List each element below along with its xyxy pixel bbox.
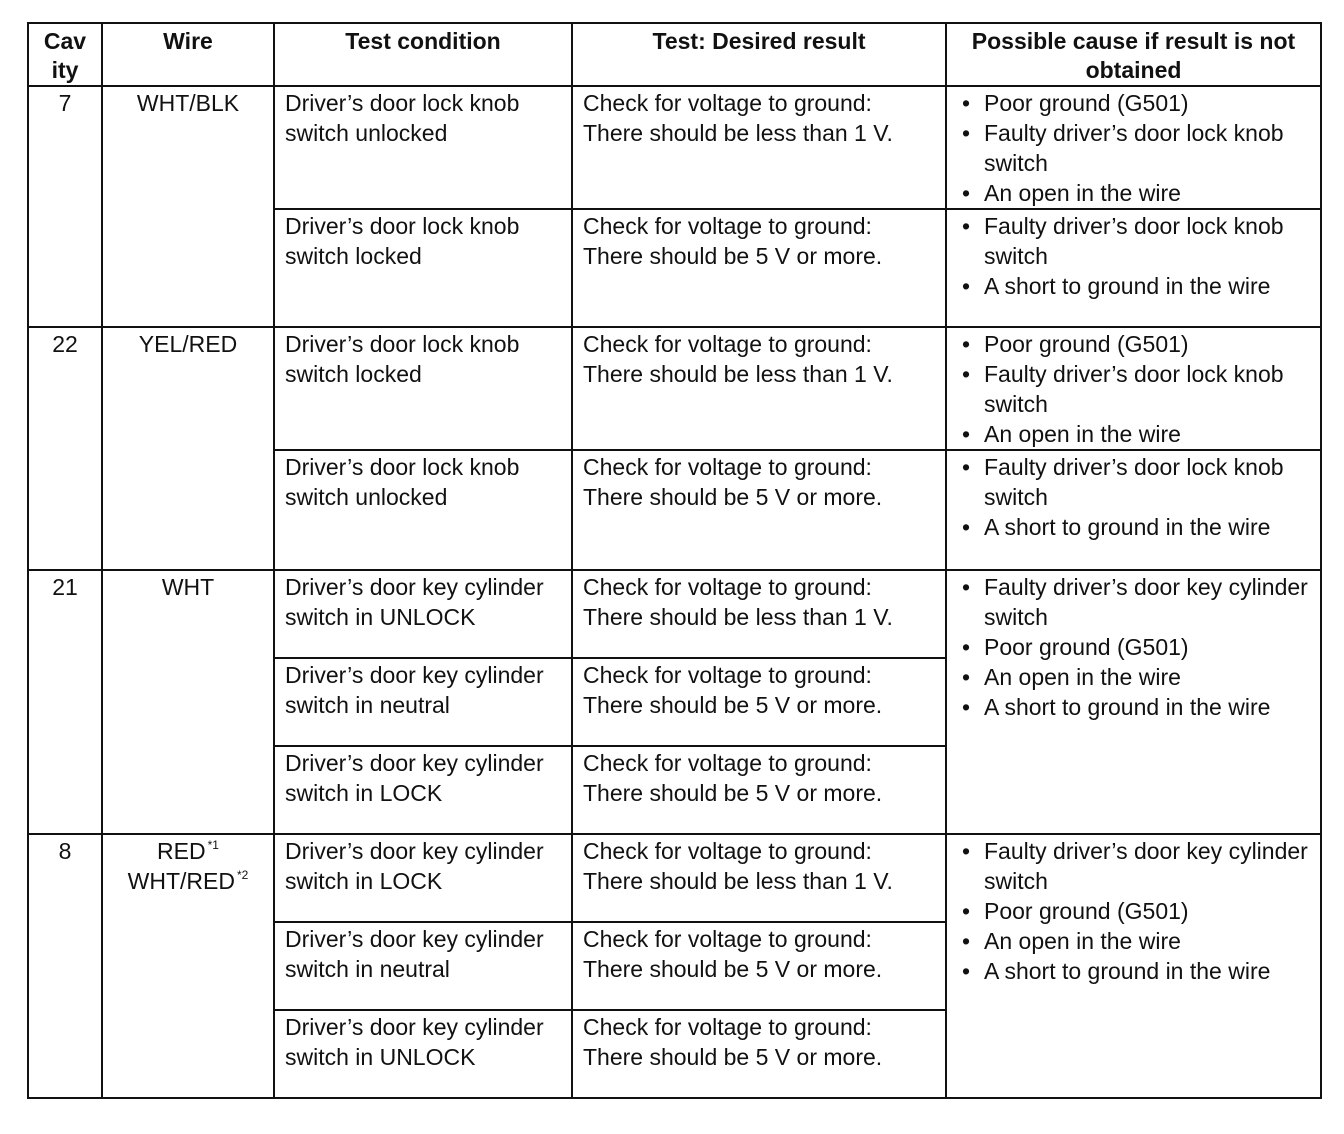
test-condition: Driver’s door key cylinder switch in neutral xyxy=(274,922,572,1010)
desired-result: Check for voltage to ground: There should be 5 V or more. xyxy=(572,209,946,327)
cause-item: • An open in the wire xyxy=(984,926,1310,956)
test-condition: Driver’s door key cylinder switch in UNLOCK xyxy=(274,1010,572,1098)
footnote-mark: *2 xyxy=(236,868,249,882)
test-condition: Driver’s door key cylinder switch in neutral xyxy=(274,658,572,746)
cause-item: • Faulty driver’s door lock knob switch xyxy=(984,359,1310,419)
header-row xyxy=(28,23,1321,86)
test-condition: Driver’s door lock knob switch unlocked xyxy=(274,86,572,209)
cause-item: • An open in the wire xyxy=(984,178,1310,208)
header-possible-cause: Possible cause if result is not obtained xyxy=(946,23,1321,86)
cause-list xyxy=(957,88,1310,208)
cause-item: • Poor ground (G501) xyxy=(984,329,1310,359)
wire-color-primary: RED $^{*1}$ xyxy=(157,838,219,864)
test-condition: Driver’s door lock knob switch unlocked xyxy=(274,450,572,570)
cause-list xyxy=(957,211,1310,301)
cavity-number: 7 xyxy=(28,86,102,327)
header-cavity: Cav ity xyxy=(28,23,102,86)
footnote-mark: *1 xyxy=(207,838,219,852)
header-wire: Wire xyxy=(102,23,274,86)
troubleshooting-table xyxy=(27,22,1322,1099)
desired-result: Check for voltage to ground: There should be 5 V or more. xyxy=(572,658,946,746)
cause-item: • Faulty driver’s door lock knob switch xyxy=(984,211,1310,271)
test-condition: Driver’s door key cylinder switch in UNLOCK xyxy=(274,570,572,658)
cause-list xyxy=(957,836,1310,986)
test-condition: Driver’s door lock knob switch locked xyxy=(274,209,572,327)
desired-result: Check for voltage to ground: There should be less than 1 V. xyxy=(572,834,946,922)
header-test-condition: Test condition xyxy=(274,23,572,86)
desired-result: Check for voltage to ground: There should be 5 V or more. xyxy=(572,450,946,570)
cause-item: • Faulty driver’s door lock knob switch xyxy=(984,118,1310,178)
desired-result: Check for voltage to ground: There should be less than 1 V. xyxy=(572,327,946,450)
cause-item: • A short to ground in the wire xyxy=(984,956,1310,986)
wire-color: WHT/BLK xyxy=(102,86,274,327)
test-condition: Driver’s door lock knob switch locked xyxy=(274,327,572,450)
header-desired-result: Test: Desired result xyxy=(572,23,946,86)
wire-color xyxy=(102,834,274,1098)
cause-item: • Poor ground (G501) xyxy=(984,632,1310,662)
possible-causes xyxy=(946,570,1321,834)
wire-color-alternate: WHT/RED $^{*2}$ xyxy=(127,868,249,894)
desired-result: Check for voltage to ground: There should be 5 V or more. xyxy=(572,922,946,1010)
table-row xyxy=(28,834,1321,922)
cause-item: • A short to ground in the wire xyxy=(984,512,1310,542)
possible-causes xyxy=(946,86,1321,209)
possible-causes xyxy=(946,209,1321,327)
cause-item: • A short to ground in the wire xyxy=(984,692,1310,722)
desired-result: Check for voltage to ground: There should be 5 V or more. xyxy=(572,1010,946,1098)
table-row xyxy=(28,327,1321,450)
cause-item: • A short to ground in the wire xyxy=(984,271,1310,301)
test-condition: Driver’s door key cylinder switch in LOCK xyxy=(274,834,572,922)
cause-list xyxy=(957,452,1310,542)
cause-item: • Poor ground (G501) xyxy=(984,896,1310,926)
possible-causes xyxy=(946,834,1321,1098)
cause-item: • Faulty driver’s door key cylinder switch xyxy=(984,836,1310,896)
possible-causes xyxy=(946,327,1321,450)
cause-list xyxy=(957,572,1310,722)
cavity-number: 22 xyxy=(28,327,102,570)
cavity-number: 21 xyxy=(28,570,102,834)
cavity-number: 8 xyxy=(28,834,102,1098)
wire-color: WHT xyxy=(102,570,274,834)
test-condition: Driver’s door key cylinder switch in LOCK xyxy=(274,746,572,834)
desired-result: Check for voltage to ground: There should be less than 1 V. xyxy=(572,570,946,658)
wire-color: YEL/RED xyxy=(102,327,274,570)
possible-causes xyxy=(946,450,1321,570)
cause-item: • Faulty driver’s door lock knob switch xyxy=(984,452,1310,512)
cause-item: • Poor ground (G501) xyxy=(984,88,1310,118)
table-row xyxy=(28,86,1321,209)
cause-item: • An open in the wire xyxy=(984,662,1310,692)
cause-list xyxy=(957,329,1310,449)
desired-result: Check for voltage to ground: There should be 5 V or more. xyxy=(572,746,946,834)
table-row xyxy=(28,570,1321,658)
cause-item: • An open in the wire xyxy=(984,419,1310,449)
desired-result: Check for voltage to ground: There should be less than 1 V. xyxy=(572,86,946,209)
cause-item: • Faulty driver’s door key cylinder switch xyxy=(984,572,1310,632)
